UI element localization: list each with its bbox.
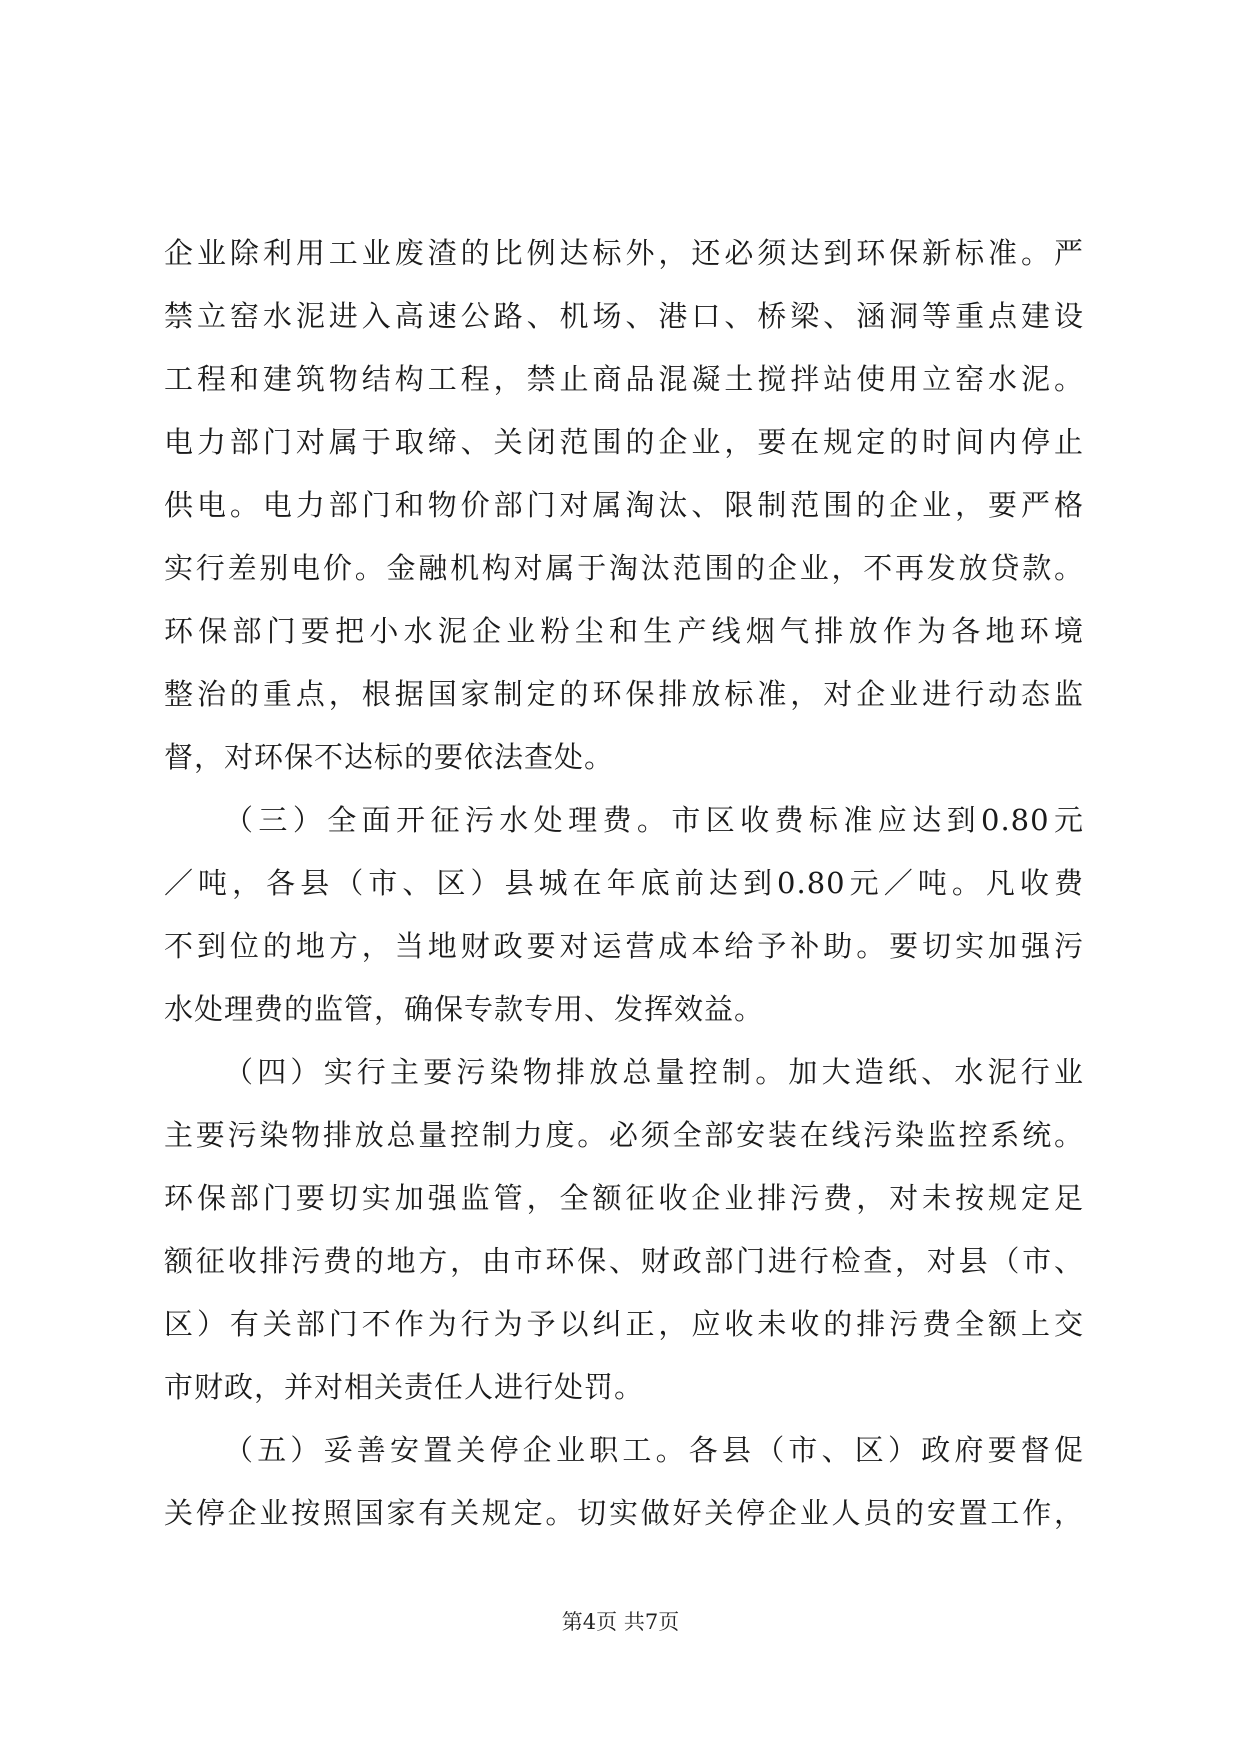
text-line: 企业除利用工业废渣的比例达标外，还必须达到环保新标准。严 [164, 236, 1084, 270]
text-line: ／吨，各县（市、区）县城在年底前达到0.80元／吨。凡收费 [164, 866, 1084, 900]
text-line: 环保部门要把小水泥企业粉尘和生产线烟气排放作为各地环境 [164, 614, 1084, 648]
paragraph-start-line: （三）全面开征污水处理费。市区收费标准应达到0.80元 [224, 803, 1084, 837]
paragraph-start-line: （四）实行主要污染物排放总量控制。加大造纸、水泥行业 [224, 1055, 1084, 1089]
text-line: 供电。电力部门和物价部门对属淘汰、限制范围的企业，要严格 [164, 488, 1084, 522]
text-line: 市财政，并对相关责任人进行处罚。 [164, 1370, 645, 1404]
text-line: 整治的重点，根据国家制定的环保排放标准，对企业进行动态监 [164, 677, 1084, 711]
page-number-footer: 第4页 共7页 [561, 1610, 680, 1634]
text-line: 水处理费的监管，确保专款专用、发挥效益。 [164, 992, 765, 1026]
document-body [164, 222, 1084, 1545]
text-line: 实行差别电价。金融机构对属于淘汰范围的企业，不再发放贷款。 [164, 551, 1084, 585]
text-line: 额征收排污费的地方，由市环保、财政部门进行检查，对县（市、 [164, 1244, 1084, 1278]
text-line: 区）有关部门不作为行为予以纠正，应收未收的排污费全额上交 [164, 1307, 1084, 1341]
text-line: 环保部门要切实加强监管，全额征收企业排污费，对未按规定足 [164, 1181, 1084, 1215]
text-line: 电力部门对属于取缔、关闭范围的企业，要在规定的时间内停止 [164, 425, 1084, 459]
text-line: 工程和建筑物结构工程，禁止商品混凝土搅拌站使用立窑水泥。 [164, 362, 1084, 396]
text-line: 不到位的地方，当地财政要对运营成本给予补助。要切实加强污 [164, 929, 1084, 963]
text-line: 关停企业按照国家有关规定。切实做好关停企业人员的安置工作， [164, 1496, 1084, 1530]
text-line: 禁立窑水泥进入高速公路、机场、港口、桥梁、涵洞等重点建设 [164, 299, 1084, 333]
paragraph-start-line: （五）妥善安置关停企业职工。各县（市、区）政府要督促 [224, 1433, 1084, 1467]
text-line: 督，对环保不达标的要依法查处。 [164, 740, 615, 774]
text-line: 主要污染物排放总量控制力度。必须全部安装在线污染监控系统。 [164, 1118, 1084, 1152]
